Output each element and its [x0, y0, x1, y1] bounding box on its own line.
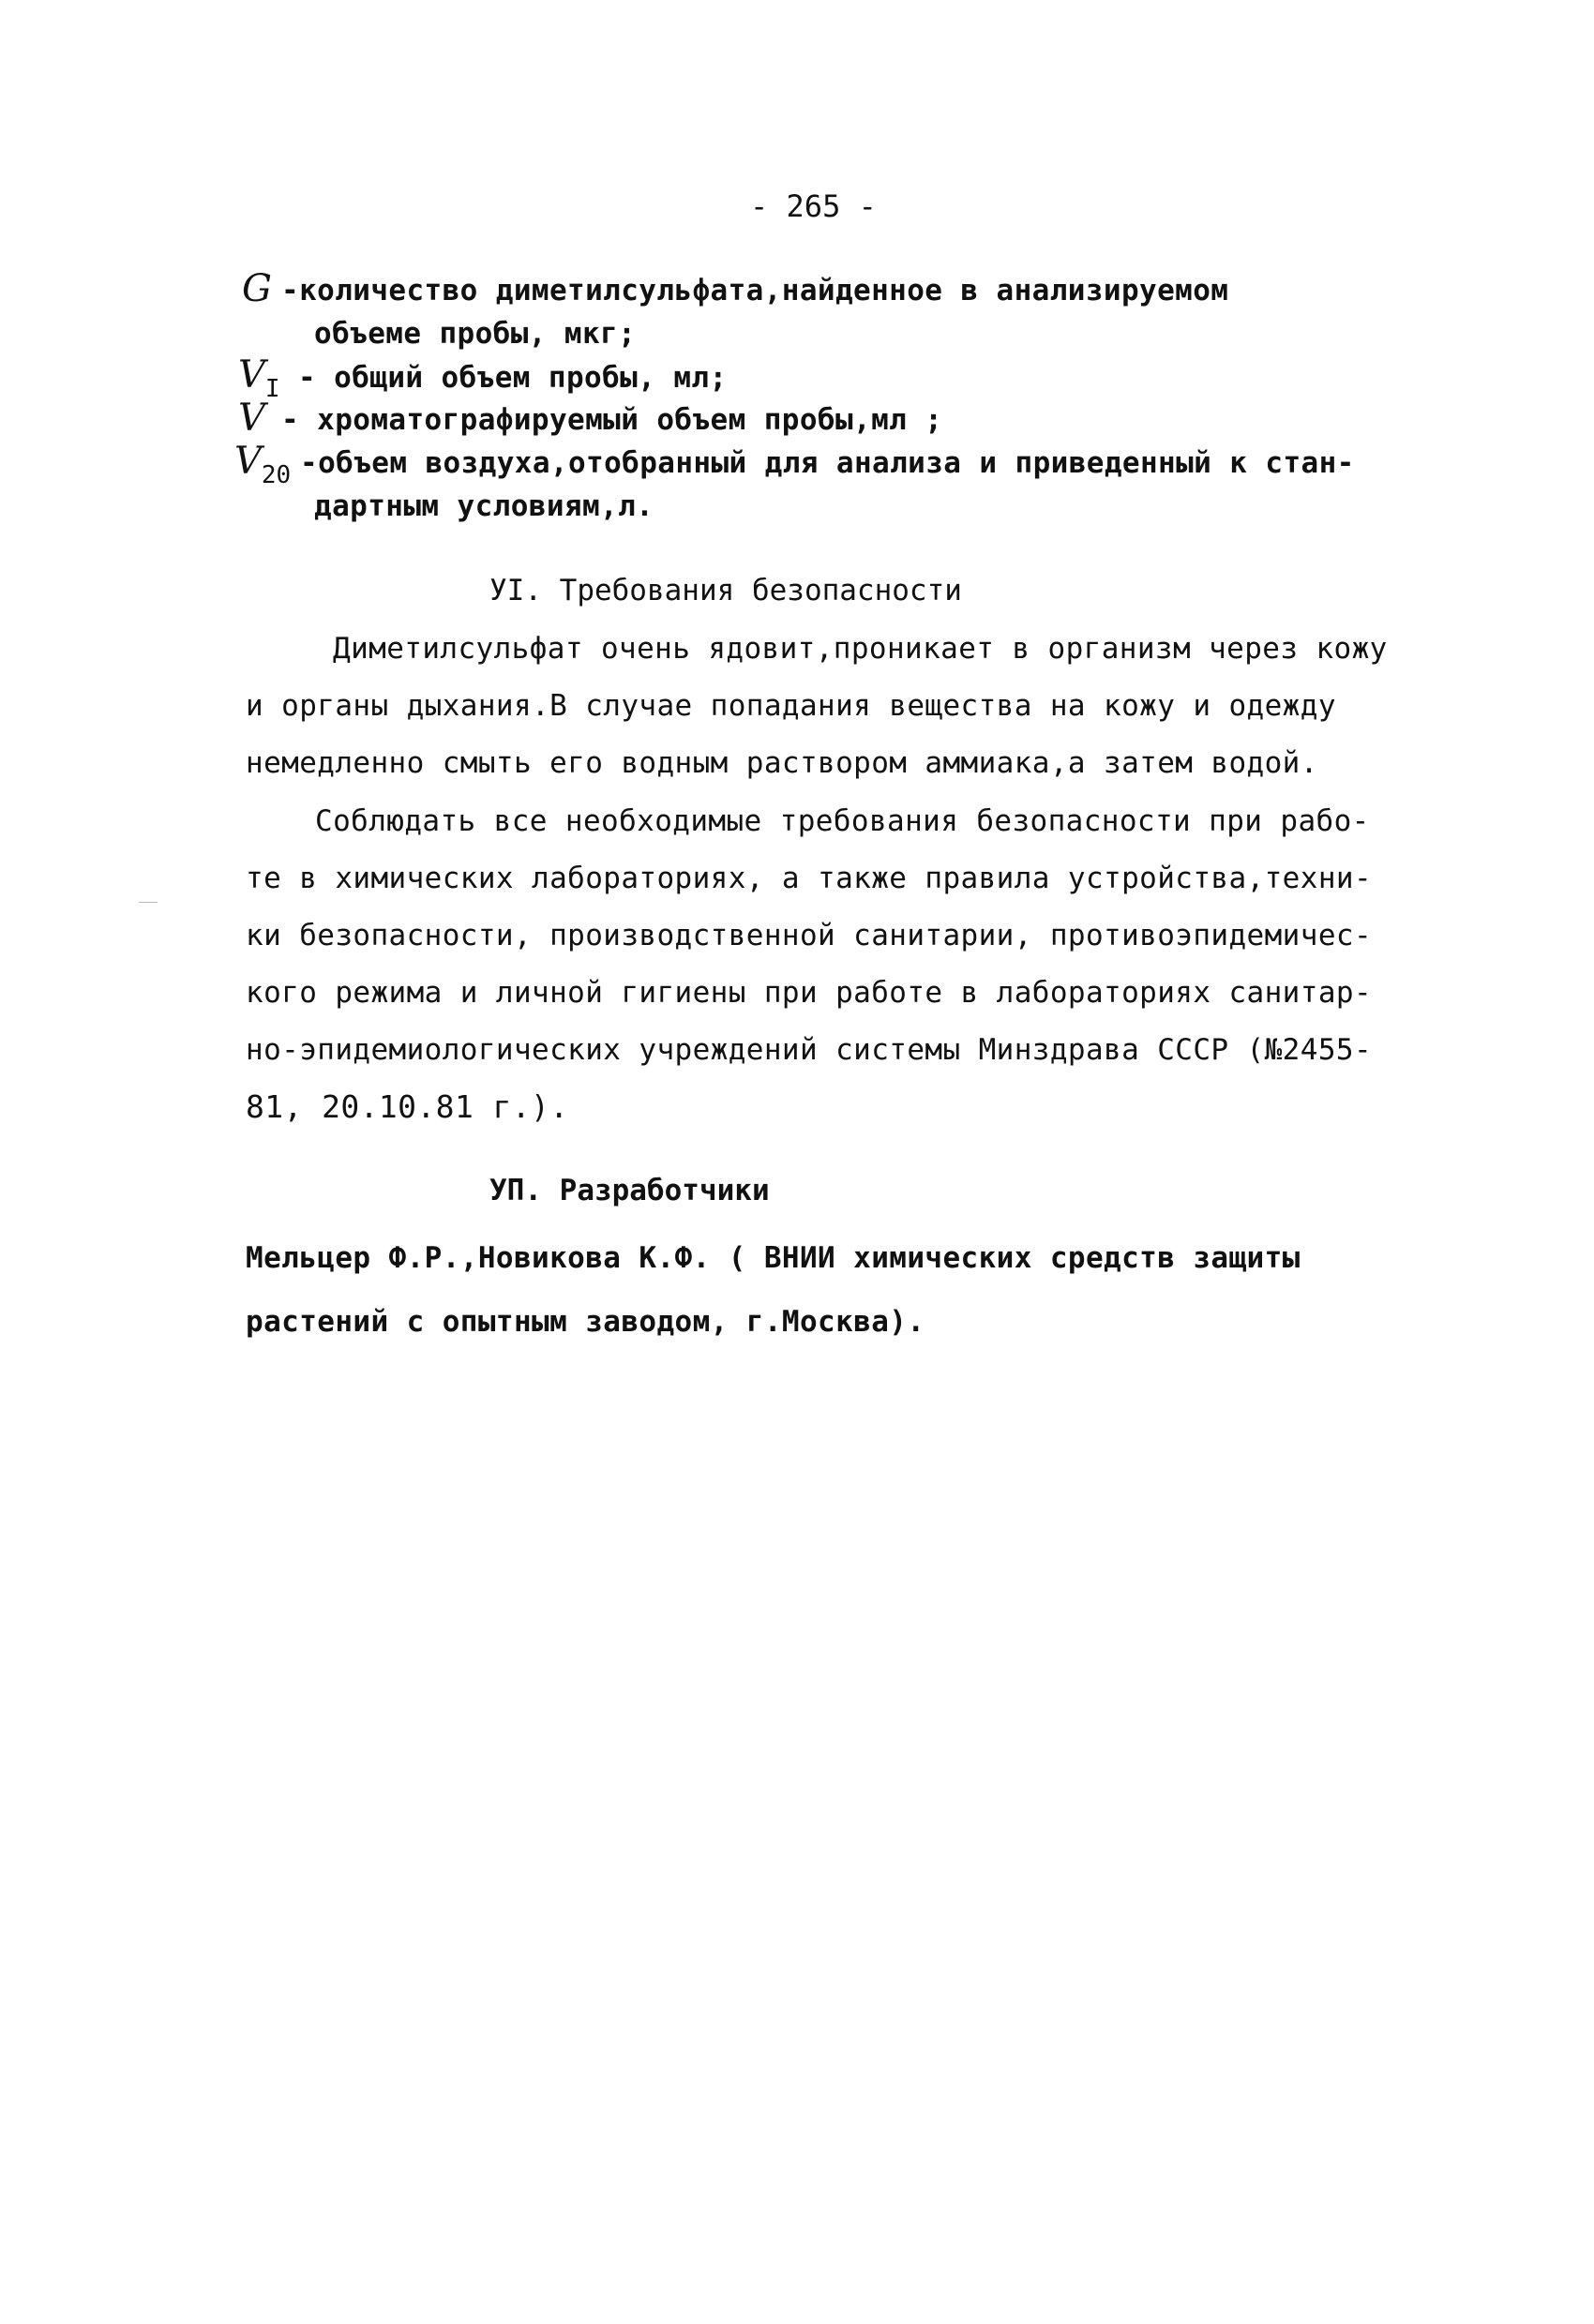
section-heading-safety: УI. Требования безопасности — [489, 574, 962, 607]
legend-symbol-v1: $V_I$ — [238, 353, 280, 403]
paragraph-line: Диметилсульфат очень ядовит,проникает в организм через кожу — [333, 632, 1388, 666]
paragraph-line: и органы дыхания.В случае попадания вещества на кожу и одежду — [246, 689, 1336, 723]
paragraph-line: но-эпидемиологических учреждений системы Минздрава СССР (№2455- — [246, 1033, 1373, 1067]
legend-symbol-v: V — [238, 397, 265, 440]
developers-line: растений с опытным заводом, г.Москва). — [246, 1305, 925, 1339]
paragraph-line: 81, 20.10.81 г.). — [246, 1088, 569, 1125]
scan-mark — [139, 902, 158, 903]
developers-line: Мельцер Ф.Р.,Новикова К.Ф. ( ВНИИ химических средств защиты — [246, 1241, 1301, 1275]
page-number: - 265 - — [750, 188, 877, 224]
legend-symbol-g: G — [242, 267, 272, 310]
paragraph-line: ки безопасности, производственной санитарии, противоэпидемичес- — [246, 919, 1373, 952]
legend-line: -количество диметилсульфата,найденное в анализируемом — [281, 274, 1229, 307]
legend-line: -объем воздуха,отобранный для анализа и приведенный к стан- — [300, 446, 1355, 480]
legend-line: - хроматографируемый объем пробы,мл ; — [281, 403, 943, 437]
legend-line: объеме пробы, мкг; — [314, 317, 637, 351]
paragraph-line: те в химических лабораториях, а также правила устройства,техни- — [246, 862, 1373, 895]
paragraph-line: Соблюдать все необходимые требования безопасности при рабо- — [315, 804, 1370, 838]
paragraph-line: немедленно смыть его водным раствором аммиака,а затем водой. — [246, 746, 1318, 780]
paragraph-line: кого режима и личной гигиены при работе в лабораториях санитар- — [246, 976, 1373, 1010]
section-heading-developers: УП. Разработчики — [489, 1174, 770, 1207]
legend-line: дартным условиям,л. — [314, 489, 654, 523]
legend-line: - общий объем пробы, мл; — [298, 361, 728, 395]
legend-symbol-v20: $V_{20}$ — [234, 440, 292, 489]
